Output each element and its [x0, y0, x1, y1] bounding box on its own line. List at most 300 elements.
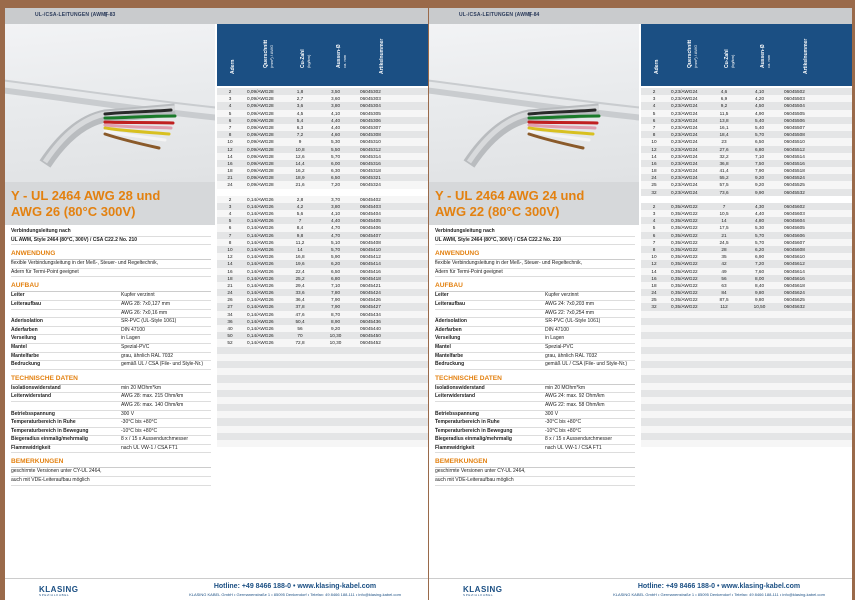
- table-cell: 06045414: [360, 261, 381, 267]
- table-row-empty: [641, 318, 852, 325]
- table-cell: 36: [227, 318, 233, 324]
- table-row: [641, 232, 852, 239]
- table-cell: 10,8: [295, 146, 305, 152]
- table-cell: 0,35/AWG22: [671, 232, 698, 238]
- table-cell: [283, 383, 317, 390]
- table-row-empty: [641, 332, 852, 339]
- spec-value: AWG 28: max. 215 Ohm/km: [121, 393, 184, 400]
- table-cell: 9,80: [754, 297, 765, 303]
- spec-value: 8 x / 15 x Aussendurchmesser: [545, 436, 612, 443]
- table-cell: 8: [652, 246, 656, 252]
- spec-key: Temperaturbereich in Ruhe: [435, 419, 500, 426]
- table-cell: 06045324: [360, 182, 381, 188]
- table-cell: 06045402: [360, 196, 381, 202]
- table-cell: [283, 347, 317, 354]
- table-cell: 3: [652, 96, 656, 102]
- table-cell: 06045524: [784, 175, 805, 181]
- table-cell: [741, 311, 778, 318]
- table-cell: 3,80: [330, 103, 341, 109]
- table-cell: 0,35/AWG22: [671, 282, 698, 288]
- table-cell: 5: [228, 110, 232, 116]
- table-cell: 28: [721, 246, 727, 252]
- table-cell: 10,30: [329, 333, 342, 339]
- table-cell: [354, 404, 404, 411]
- table-cell: [667, 318, 707, 325]
- table-cell: 06045608: [784, 246, 805, 252]
- spec-key: Aderisolation: [435, 318, 467, 325]
- table-cell: [667, 368, 707, 375]
- spec-row: [435, 411, 635, 420]
- page-footer: [429, 578, 852, 600]
- table-cell: [243, 361, 283, 368]
- table-cell: 06045318: [360, 168, 381, 174]
- table-row: [641, 282, 852, 289]
- table-row-empty: [641, 433, 852, 440]
- table-cell: [243, 354, 283, 361]
- table-row: [217, 332, 428, 339]
- table-cell: [641, 339, 667, 346]
- table-row: [641, 138, 852, 145]
- spec-key: Mantelfarbe: [11, 352, 40, 359]
- table-cell: 84: [721, 290, 727, 296]
- table-row-empty: [641, 361, 852, 368]
- table-cell: [707, 440, 741, 447]
- column-header-label: Adern: [654, 59, 660, 74]
- table-cell: [667, 418, 707, 425]
- table-cell: 14: [721, 218, 727, 224]
- table-cell: 06045427: [360, 304, 381, 310]
- table-cell: [641, 411, 667, 418]
- page-header: [429, 8, 852, 24]
- table-cell: 06045618: [784, 282, 805, 288]
- table-cell: 7,20: [754, 261, 765, 267]
- table-row: [217, 167, 428, 174]
- table-cell: 56: [721, 275, 727, 281]
- table-cell: 4,40: [330, 124, 341, 130]
- table-cell: 6,50: [330, 268, 341, 274]
- table-cell: 0,14/AWG26: [247, 340, 274, 346]
- table-cell: 3: [652, 211, 656, 216]
- table-cell: [641, 361, 667, 368]
- table-cell: 06045603: [784, 211, 805, 216]
- table-cell: 5,50: [330, 146, 341, 152]
- table-cell: 21: [227, 175, 233, 181]
- table-row: [217, 282, 428, 289]
- table-cell: [641, 347, 667, 354]
- table-cell: 50: [227, 333, 233, 339]
- table-cell: [243, 440, 283, 447]
- table-cell: 06045610: [784, 254, 805, 260]
- spec-key: Mantel: [435, 343, 451, 350]
- column-header: [667, 24, 707, 86]
- table-cell: [217, 404, 243, 411]
- table-cell: [741, 332, 778, 339]
- table-cell: 14: [297, 246, 303, 252]
- table-row: [217, 224, 428, 231]
- table-cell: 52: [227, 340, 233, 346]
- spec-value: AWG 22: max. 58 Ohm/km: [545, 401, 605, 408]
- spec-key: [435, 310, 545, 318]
- table-cell: [317, 354, 354, 361]
- table-cell: 5: [652, 225, 656, 231]
- table-cell: 0,23/AWG24: [671, 103, 698, 109]
- table-cell: 63: [721, 282, 727, 288]
- table-cell: 06045525: [784, 182, 805, 188]
- spec-row: [11, 318, 211, 327]
- table-cell: 6,80: [330, 275, 341, 281]
- table-cell: 24,5: [719, 239, 729, 245]
- table-cell: 6: [228, 225, 232, 231]
- table-cell: 2: [228, 89, 232, 94]
- table-cell: 0,09/AWG28: [247, 96, 274, 102]
- spec-row: [435, 353, 635, 362]
- table-row-empty: [217, 390, 428, 397]
- table-cell: [707, 411, 741, 418]
- catalog-page-left: [5, 8, 428, 600]
- table-cell: [283, 411, 317, 418]
- spec-row: [435, 361, 635, 370]
- table-cell: 5,6: [296, 211, 304, 216]
- table-cell: [667, 375, 707, 382]
- table-cell: 06045607: [784, 239, 805, 245]
- text-line: flexible Verbindungsleitung in der Meß-, Steuer- und Regeltechnik,: [11, 260, 211, 269]
- cable-photo: [5, 24, 215, 182]
- table-cell: [317, 433, 354, 440]
- column-header-label: Aussen-Ø: [759, 44, 766, 68]
- table-row: [217, 217, 428, 224]
- table-cell: [243, 411, 283, 418]
- table-cell: [778, 426, 828, 433]
- page-footer: [5, 578, 428, 600]
- table-cell: 0,35/AWG22: [671, 254, 698, 260]
- table-cell: 0,14/AWG26: [247, 326, 274, 331]
- table-cell: 06045516: [784, 160, 805, 166]
- table-row: [217, 303, 428, 310]
- table-cell: 24: [651, 175, 657, 181]
- table-row-empty: [217, 404, 428, 411]
- table-cell: 24: [651, 290, 657, 296]
- spec-key: Leiterwiderstand: [435, 393, 476, 400]
- table-cell: [641, 418, 667, 425]
- table-cell: [707, 433, 741, 440]
- table-row-empty: [641, 383, 852, 390]
- spec-row: [11, 428, 211, 437]
- spec-key: [435, 402, 545, 410]
- table-row: [641, 146, 852, 153]
- table-row: [641, 189, 852, 196]
- table-cell: 4,80: [754, 218, 765, 224]
- column-header-label: Querschnitt: [263, 39, 269, 68]
- table-row: [641, 181, 852, 188]
- table-cell: [707, 383, 741, 390]
- aufbau-list: [11, 292, 211, 369]
- spec-value: DIN 47100: [121, 326, 145, 333]
- section-anwendung: ANWENDUNG: [11, 249, 211, 260]
- table-row-empty: [641, 440, 852, 447]
- table-row: [641, 153, 852, 160]
- table-cell: 18: [227, 168, 233, 174]
- column-header: [283, 24, 317, 86]
- table-cell: [707, 418, 741, 425]
- table-cell: 06045452: [360, 340, 381, 346]
- table-cell: [707, 397, 741, 404]
- table-row-empty: [641, 311, 852, 318]
- spec-value: grau, ähnlich RAL 7032: [545, 352, 598, 359]
- table-cell: 06045408: [360, 239, 381, 245]
- table-cell: 0,09/AWG28: [247, 160, 274, 166]
- table-cell: [707, 404, 741, 411]
- spec-value: AWG 24: 7x0,203 mm: [545, 300, 594, 307]
- table-cell: 06045504: [784, 103, 805, 109]
- table-cell: 4,2: [296, 203, 304, 209]
- table-cell: 5,70: [330, 246, 341, 252]
- table-row: [641, 95, 852, 102]
- table-row-empty: [641, 368, 852, 375]
- table-cell: [354, 375, 404, 382]
- table-cell: 10,30: [329, 340, 342, 346]
- product-title-line-2: AWG 26 (80°C 300V): [11, 204, 136, 219]
- table-cell: 57,5: [719, 182, 729, 188]
- table-cell: [283, 361, 317, 368]
- spec-value: -30°C bis +80°C: [545, 419, 582, 426]
- table-cell: [778, 325, 828, 332]
- spec-row: [11, 445, 211, 454]
- table-cell: [778, 411, 828, 418]
- table-cell: [667, 339, 707, 346]
- table-cell: [667, 397, 707, 404]
- table-cell: [667, 440, 707, 447]
- table-cell: [778, 404, 828, 411]
- table-cell: 2,7: [296, 96, 304, 102]
- table-cell: 22,4: [295, 268, 305, 274]
- spec-key: Mantel: [11, 343, 27, 350]
- spec-key: Verseilung: [11, 335, 37, 342]
- table-cell: [217, 354, 243, 361]
- table-cell: 06045314: [360, 153, 381, 159]
- table-cell: [283, 440, 317, 447]
- hotline: Hotline: +49 8466 188-0 • www.klasing-kabel.com: [213, 583, 377, 590]
- table-row: [641, 203, 852, 210]
- spec-row: [11, 385, 211, 394]
- table-cell: [641, 325, 667, 332]
- table-cell: [741, 325, 778, 332]
- spec-row: [435, 445, 635, 454]
- table-cell: 10: [651, 254, 657, 260]
- table-cell: 06045316: [360, 160, 381, 166]
- table-cell: 06045310: [360, 139, 381, 145]
- table-cell: [354, 440, 404, 447]
- table-row-empty: [641, 418, 852, 425]
- table-row: [217, 210, 428, 217]
- table-row: [641, 102, 852, 109]
- table-cell: 19,6: [295, 261, 305, 267]
- table-cell: 5,70: [330, 153, 341, 159]
- table-row: [217, 246, 428, 253]
- spec-row: [11, 344, 211, 353]
- table-cell: [641, 318, 667, 325]
- table-cell: [217, 418, 243, 425]
- table-cell: 0,23/AWG24: [671, 89, 698, 94]
- table-cell: 25: [651, 297, 657, 303]
- table-cell: 0,23/AWG24: [671, 110, 698, 116]
- intro-line: UL AWM, Style 2464 (80°C, 300V) / CSA C22.2 No. 210: [11, 237, 211, 246]
- table-cell: 06045416: [360, 268, 381, 274]
- table-cell: [217, 397, 243, 404]
- table-cell: 06045403: [360, 203, 381, 209]
- table-cell: 06045436: [360, 318, 381, 324]
- table-row-empty: [217, 440, 428, 447]
- table-cell: 0,14/AWG26: [247, 268, 274, 274]
- table-cell: 0,14/AWG26: [247, 297, 274, 303]
- table-row-empty: [641, 397, 852, 404]
- table-cell: 6: [652, 232, 656, 238]
- table-row: [217, 146, 428, 153]
- table-cell: 0,23/AWG24: [671, 189, 698, 195]
- table-row-empty: [217, 418, 428, 425]
- table-cell: 112: [720, 304, 728, 310]
- table-cell: 3: [228, 96, 232, 102]
- table-cell: 2: [228, 196, 232, 202]
- table-cell: 8,40: [754, 282, 765, 288]
- table-cell: [667, 311, 707, 318]
- table-cell: 70: [297, 333, 303, 339]
- table-cell: 2: [652, 89, 656, 94]
- table-cell: 0,14/AWG26: [247, 254, 274, 260]
- table-cell: 18: [651, 168, 657, 174]
- table-cell: [778, 383, 828, 390]
- table-cell: 7: [228, 124, 232, 130]
- column-header-unit: (kg/km): [730, 54, 735, 68]
- table-cell: 4: [652, 103, 656, 109]
- table-cell: 35: [721, 254, 727, 260]
- table-cell: [641, 404, 667, 411]
- table-cell: 7,2: [296, 132, 304, 138]
- table-cell: 12: [227, 146, 233, 152]
- table-cell: 42: [721, 261, 727, 267]
- column-header: [243, 24, 283, 86]
- table-cell: 10: [227, 139, 233, 145]
- spec-key: Bedruckung: [11, 361, 41, 368]
- spec-value: nach UL VW-1 / CSA FT1: [121, 444, 178, 451]
- table-cell: 4: [228, 103, 232, 109]
- table-cell: 5,70: [754, 132, 765, 138]
- table-cell: 27: [227, 304, 233, 310]
- company-logo-sub: SPEZIALKABEL: [39, 593, 70, 597]
- table-cell: 0,09/AWG28: [247, 110, 274, 116]
- spec-row: [11, 353, 211, 362]
- table-cell: 17,5: [719, 225, 729, 231]
- table-cell: [778, 418, 828, 425]
- table-cell: [354, 347, 404, 354]
- table-cell: 6,50: [754, 139, 765, 145]
- spec-key: Mantelfarbe: [435, 352, 464, 359]
- table-cell: [741, 418, 778, 425]
- table-cell: 16: [227, 160, 233, 166]
- table-cell: [283, 404, 317, 411]
- spec-row: [435, 402, 635, 411]
- table-row: [217, 102, 428, 109]
- table-row: [641, 124, 852, 131]
- table-cell: [707, 347, 741, 354]
- table-cell: 14: [651, 268, 657, 274]
- table-cell: 4: [228, 211, 232, 216]
- table-cell: [283, 390, 317, 397]
- spec-key: [11, 310, 121, 318]
- table-row-empty: [641, 404, 852, 411]
- table-cell: 0,35/AWG22: [671, 275, 698, 281]
- section-technische-daten: TECHNISCHE DATEN: [11, 374, 211, 385]
- table-cell: 3,80: [330, 203, 341, 209]
- spec-value: AWG 22: 7x0,254 mm: [545, 309, 594, 316]
- table-cell: 06045321: [360, 175, 381, 181]
- spec-value: gemäß UL / CSA (File- und Style-Nr.): [121, 361, 204, 368]
- table-cell: 06045404: [360, 211, 381, 216]
- table-cell: 0,14/AWG26: [247, 311, 274, 317]
- table-cell: 4,90: [754, 110, 765, 116]
- table-row: [217, 138, 428, 145]
- table-row: [217, 275, 428, 282]
- table-cell: 32: [651, 304, 657, 310]
- table-cell: [317, 426, 354, 433]
- table-cell: 6,80: [754, 146, 765, 152]
- column-header-unit: (mm²) / AWG: [269, 44, 274, 68]
- table-cell: 10: [651, 139, 657, 145]
- table-cell: 12: [651, 261, 657, 267]
- table-cell: 4,70: [330, 232, 341, 238]
- table-row: [641, 268, 852, 275]
- table-row: [217, 260, 428, 267]
- table-cell: 14: [227, 261, 233, 267]
- spec-value: min 20 MOhm*km: [545, 384, 586, 391]
- table-cell: [741, 361, 778, 368]
- table-cell: [243, 347, 283, 354]
- table-cell: 8: [228, 132, 232, 138]
- table-cell: 06045426: [360, 297, 381, 303]
- table-cell: [778, 397, 828, 404]
- table-cell: [243, 426, 283, 433]
- table-row-empty: [217, 426, 428, 433]
- table-cell: [317, 418, 354, 425]
- spec-key: Aderfarben: [435, 326, 462, 333]
- table-cell: 06045624: [784, 290, 805, 296]
- table-cell: 6,50: [330, 175, 341, 181]
- table-cell: 11,5: [719, 110, 729, 116]
- table-cell: 0,14/AWG26: [247, 318, 274, 324]
- table-cell: [707, 375, 741, 382]
- spec-value: -10°C bis +80°C: [545, 427, 582, 434]
- spec-row: [11, 327, 211, 336]
- table-cell: 0,14/AWG26: [247, 196, 274, 202]
- table-row-empty: [641, 390, 852, 397]
- column-header: [741, 24, 778, 86]
- table-cell: 34: [227, 311, 233, 317]
- hotline: Hotline: +49 8466 188-0 • www.klasing-kabel.com: [637, 583, 801, 590]
- table-cell: 4,60: [330, 132, 341, 138]
- table-cell: 27,6: [719, 146, 729, 152]
- table-row-empty: [217, 368, 428, 375]
- table-cell: [641, 311, 667, 318]
- table-row: [641, 217, 852, 224]
- spec-key: Betriebsspannung: [11, 410, 55, 417]
- table-cell: 06045503: [784, 96, 805, 102]
- table-row: [217, 117, 428, 124]
- table-cell: 0,23/AWG24: [671, 160, 698, 166]
- table-cell: [741, 397, 778, 404]
- product-title: [5, 182, 215, 225]
- table-cell: [707, 354, 741, 361]
- table-cell: 06045602: [784, 203, 805, 209]
- table-cell: 06045418: [360, 275, 381, 281]
